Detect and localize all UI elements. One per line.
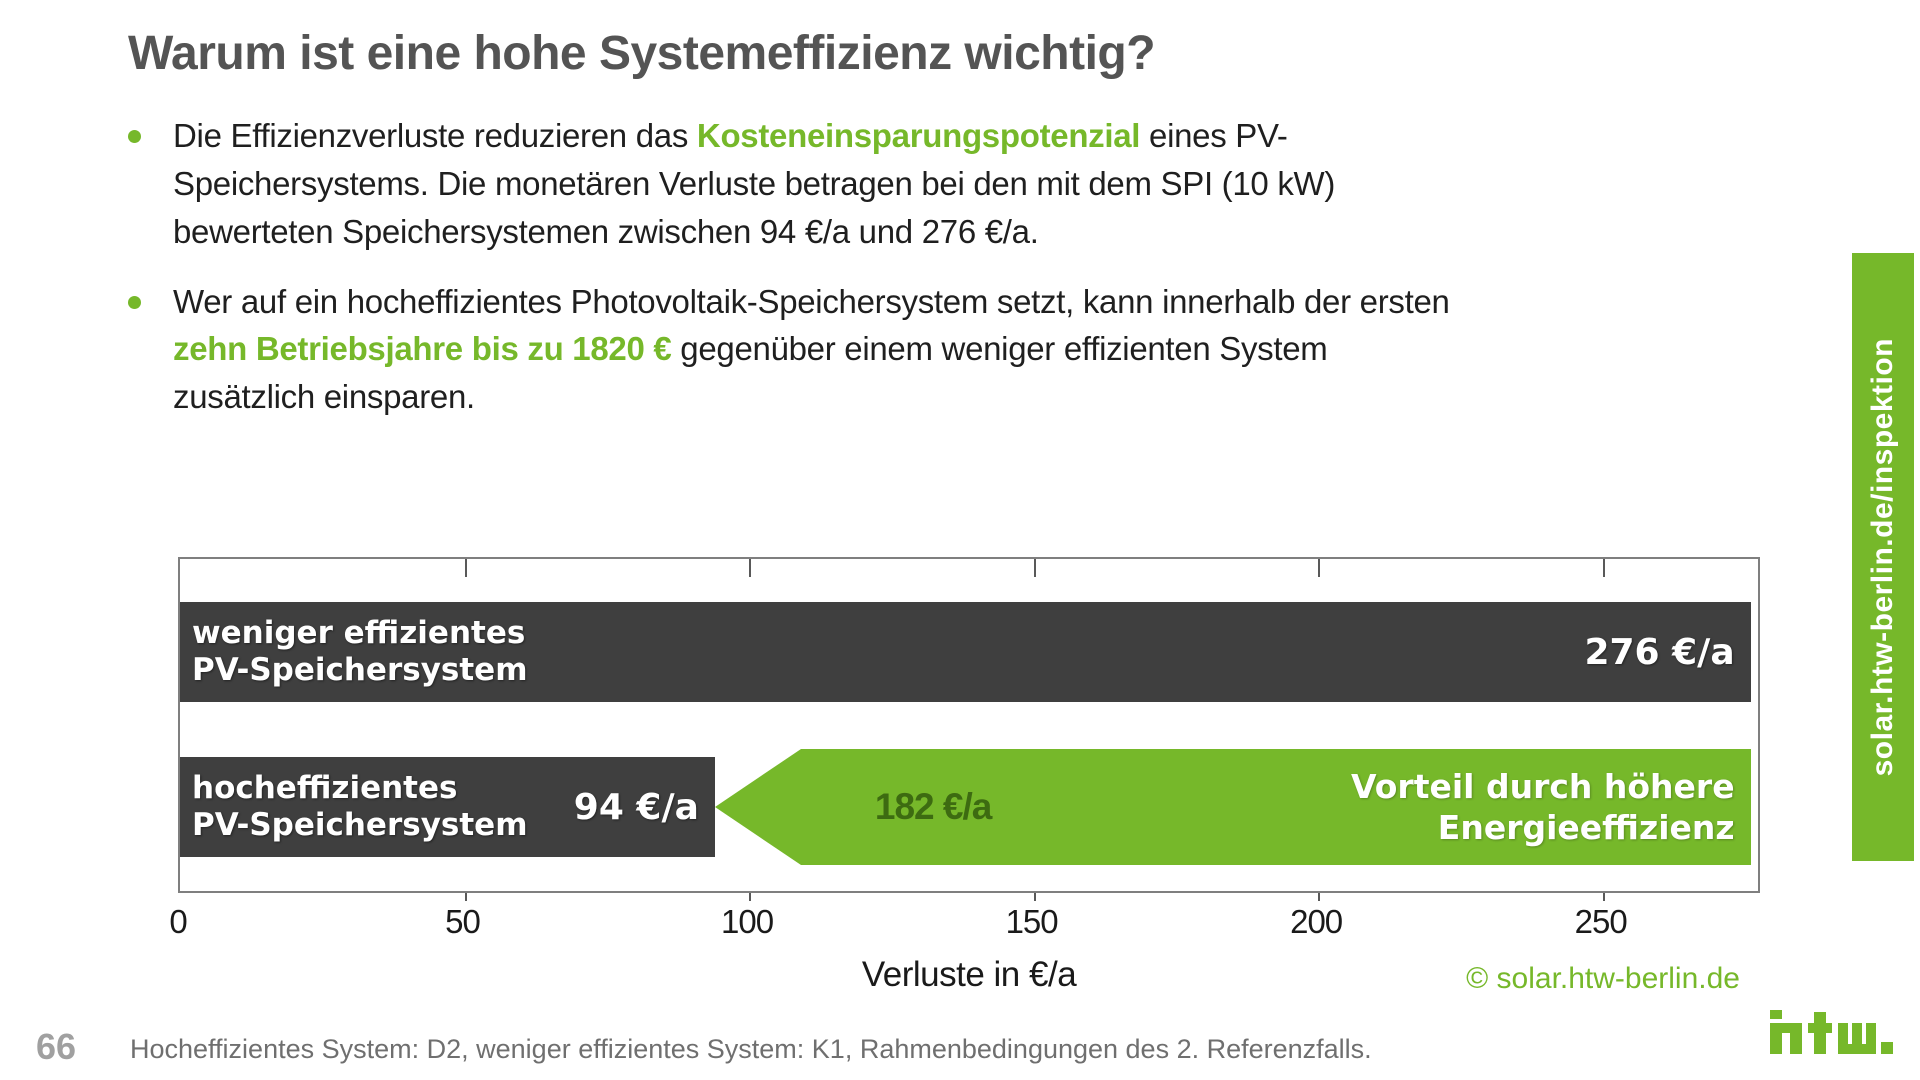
x-tick-mark-top xyxy=(1603,559,1605,577)
arrow-caption-line2: Energieeffizienz xyxy=(1437,808,1735,847)
bar-weniger-effizientes-system xyxy=(180,602,1751,702)
bar-label xyxy=(180,615,528,689)
difference-arrow xyxy=(715,749,1751,865)
x-axis-tick-labels xyxy=(169,903,1760,947)
footnote-text: Hocheffizientes System: D2, weniger effizientes System: K1, Rahmenbedingungen des 2. Referenzfalls. xyxy=(130,1034,1372,1064)
bullet-list xyxy=(128,112,1458,443)
bar-label xyxy=(180,770,528,844)
side-banner xyxy=(1852,253,1914,861)
x-tick-mark-bottom xyxy=(1318,893,1320,901)
bar-label-line2: PV-Speichersystem xyxy=(192,807,528,843)
x-tick-label: 250 xyxy=(1574,903,1627,940)
x-axis-title: Verluste in €/a xyxy=(861,955,1077,994)
bar-chart-plot-area xyxy=(178,557,1760,893)
bullet-text xyxy=(173,112,1458,256)
bar-hocheffizientes-system xyxy=(180,757,715,857)
x-tick-label: 100 xyxy=(721,903,774,940)
x-tick-label: 200 xyxy=(1290,903,1343,940)
htw-logo-icon xyxy=(1768,1010,1896,1056)
bar-label-line1: hocheffizientes xyxy=(192,769,458,806)
bullet-text-highlight: Kosteneinsparungspotenzial xyxy=(696,117,1141,154)
htw-logo xyxy=(1768,1010,1896,1056)
bar-label-line2: PV-Speichersystem xyxy=(192,652,528,688)
x-tick-label: 50 xyxy=(445,903,480,940)
copyright-text: © solar.htw-berlin.de xyxy=(1466,962,1740,995)
arrow-caption-line1: Vorteil durch höhere xyxy=(1351,766,1735,806)
x-tick-mark-bottom xyxy=(465,893,467,901)
bar-value-label: 94 €/a xyxy=(573,786,699,828)
bullet-item xyxy=(128,112,1458,256)
bullet-text xyxy=(173,278,1458,422)
bullet-text-post: gegenüber einem weniger effizienten System zusätzlich einsparen. xyxy=(173,330,1328,416)
bullet-text-post: eines PV-Speichersystems. Die monetären Verluste betragen bei den mit dem SPI (10 kW) bewerteten Speichersystemen zwischen 94 €/a und 276 €/a. xyxy=(173,117,1336,250)
arrow-left-tip-icon xyxy=(715,749,801,865)
x-tick-mark-top xyxy=(465,559,467,577)
bullet-text-highlight: zehn Betriebsjahre bis zu 1820 € xyxy=(173,330,672,368)
x-tick-mark-top xyxy=(749,559,751,577)
bar-value-label: 276 €/a xyxy=(1584,631,1735,673)
x-tick-mark-top xyxy=(1318,559,1320,577)
x-tick-mark-bottom xyxy=(749,893,751,901)
x-tick-mark-bottom xyxy=(1603,893,1605,901)
x-tick-mark-bottom xyxy=(1034,893,1036,901)
bullet-text-pre: Wer auf ein hocheffizientes Photovoltaik-Speichersystem setzt, kann innerhalb der ersten xyxy=(173,282,1450,320)
page-title: Warum ist eine hohe Systemeffizienz wichtig? xyxy=(128,27,1156,80)
bullet-icon xyxy=(128,296,141,309)
x-tick-label: 150 xyxy=(1005,903,1058,940)
x-tick-label: 0 xyxy=(169,903,187,940)
page-number: 66 xyxy=(36,1026,77,1067)
bar-label-line1: weniger effizientes xyxy=(192,614,526,651)
side-banner-text: solar.htw-berlin.de/inspektion xyxy=(1866,337,1899,777)
bullet-icon xyxy=(128,130,141,143)
arrow-value-label: 182 €/a xyxy=(874,786,992,827)
bullet-item xyxy=(128,278,1458,422)
arrow-caption xyxy=(1351,766,1751,849)
bullet-text-pre: Die Effizienzverluste reduzieren das xyxy=(173,117,697,154)
x-tick-mark-top xyxy=(1034,559,1036,577)
